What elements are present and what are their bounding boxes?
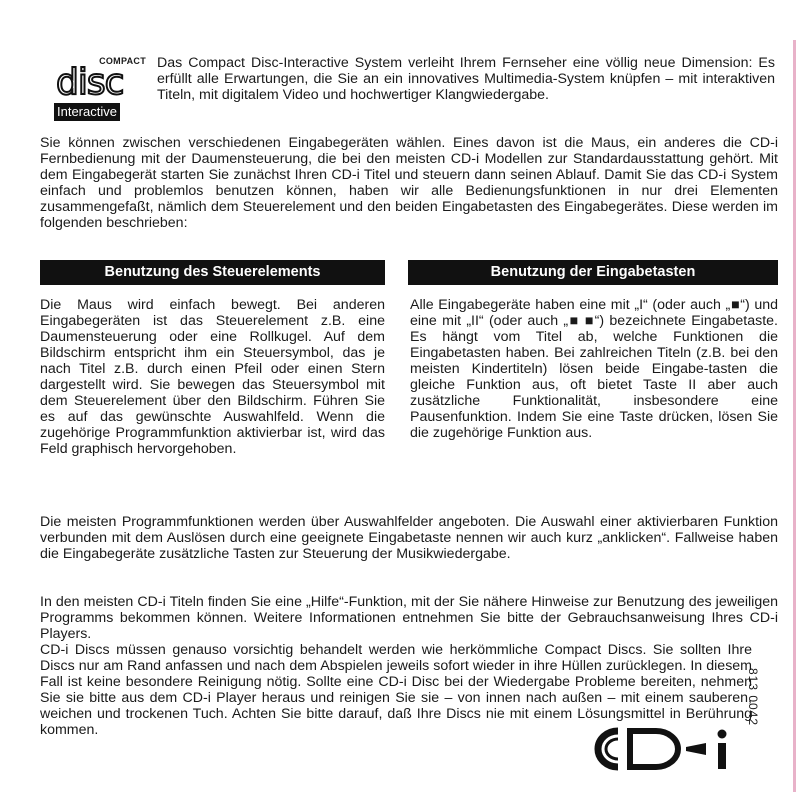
intro-paragraph-1: Das Compact Disc-Interactive System verleiht Ihrem Fernseher eine völlig neue Dimension: Es erfüllt alle Erwartungen, die Sie an ein innovatives Multimedia-System knüpfen – mit interaktiven Titeln, mit digitalem Video und hochwertiger Klangwiedergabe. [157,55,775,103]
intro-paragraph-2: Sie können zwischen verschiedenen Eingabegeräten wählen. Eines davon ist die Maus, ein anderes die CD-i Fernbedienung mit der Daumensteuerung, die bei den meisten CD-i Modellen zur Standardausstattung gehört. Mit dem Eingabegerät starten Sie zunächst Ihren CD-i Titel und steuern dann seinen Ablauf. Damit Sie das CD-i System einfach und problemlos benutzen können, haben wir alle Bedienungsfunktionen in nur drei Elementen zusammengefaßt, nämlich dem Steuerelement und den beiden Eingabetasten des Eingabegerätes. Diese werden im folgenden beschrieben: [40,135,778,231]
section-text-eingabetasten: Alle Eingabegeräte haben eine mit „I“ (oder auch „■“) und eine mit „II“ (oder auch „■ ■“) bezeichnete Eingabetaste. Es hängt vom Titel ab, welche Funktionen die Eingabetasten haben. Bei zahlreichen Titeln (z.B. bei den meisten Kindertiteln) lösen beide Eingabe-tasten die gleiche Funktion aus, oft bietet Taste II aber auch zusätzliche Funktionalität, insbesondere eine Pausenfunktion. Indem Sie eine Taste drücken, lösen Sie die zugehörige Funktion aus. [410,297,778,441]
edge-color-mark [793,40,796,792]
logo-compact-text: COMPACT [99,56,146,66]
part-number: 813 0042 [746,668,760,727]
cd-i-logo [578,725,768,775]
section-heading-steuerelement: Benutzung des Steuerelements [40,260,385,285]
compact-disc-interactive-logo [54,56,150,121]
logo-disc-text: disc [56,62,124,103]
body-paragraph-auswahlfelder: Die meisten Programmfunktionen werden über Auswahlfelder angeboten. Die Auswahl einer aktivierbaren Funktion verbunden mit dem Auslösen durch eine geeignete Eingabetaste nennen wir auch kurz „anklicken“. Fallweise haben die Eingabegeräte zusätzliche Tasten zur Steuerung der Musikwiedergabe. [40,514,778,562]
section-text-steuerelement: Die Maus wird einfach bewegt. Bei anderen Eingabegeräten ist das Steuerelement z.B. eine Daumensteuerung oder eine Rollkugel. Auf dem Bildschirm entspricht ihm ein Steuersymbol, das je nach Titel z.B. durch einen Pfeil oder einen Stern dargestellt wird. Sie bewegen das Steuersymbol mit dem Steuerelement über den Bildschirm. Führen Sie es auf das gewünschte Auswahlfeld. Wenn die zugehörige Programmfunktion aktivierbar ist, wird das Feld graphisch hervorgehoben. [40,297,385,457]
logo-interactive-text: Interactive [54,103,120,121]
body-paragraph-discs: CD-i Discs müssen genauso vorsichtig behandelt werden wie herkömmliche Compact Discs. Sie sollten Ihre Discs nur am Rand anfassen und nach dem Abspielen jeweils sofort wieder in ihre Hüllen zurücklegen. In diesem Fall ist keine besondere Reinigung nötig. Sollte eine CD-i Disc bei der Wiedergabe Probleme bereiten, nehmen Sie sie bitte aus dem CD-i Player heraus und reinigen Sie sie – von innen nach außen – mit einem sauberen, weichen und trockenen Tuch. Achten Sie bitte darauf, daß Ihre Discs nie mit einem Lösungsmittel in Berührung kommen. [40,642,752,738]
body-paragraph-hilfe: In den meisten CD-i Titeln finden Sie eine „Hilfe“-Funktion, mit der Sie nähere Hinweise zur Benutzung des jeweiligen Programms bekommen können. Weitere Informationen entnehmen Sie bitte der Gebrauchsanweisung Ihres CD-i Players. [40,594,778,642]
section-heading-eingabetasten: Benutzung der Eingabetasten [408,260,778,285]
